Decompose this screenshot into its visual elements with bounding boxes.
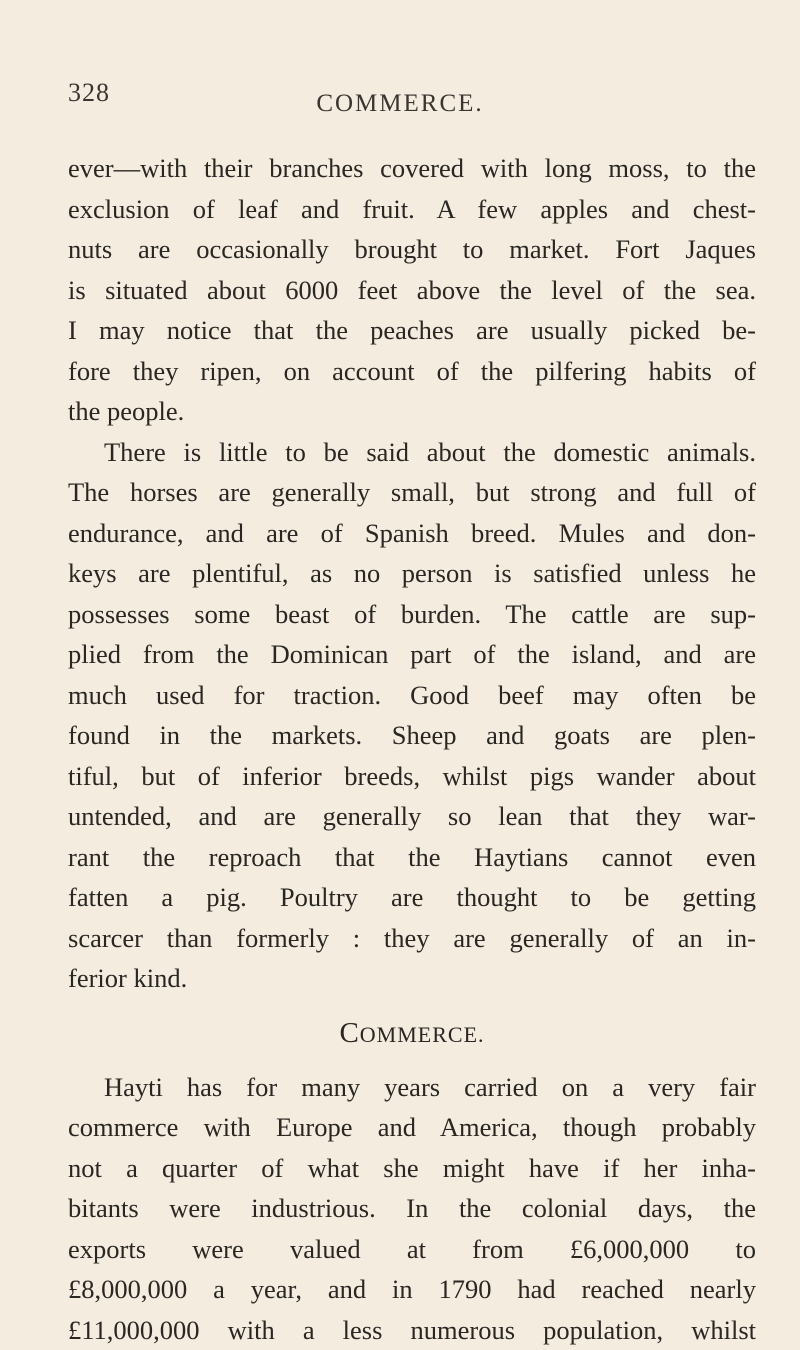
text-line: fore they ripen, on account of the pilfering habits of: [68, 351, 756, 392]
text-line: I may notice that the peaches are usually picked be-: [68, 310, 756, 351]
text-line: £8,000,000 a year, and in 1790 had reached nearly: [68, 1269, 756, 1310]
text-line: endurance, and are of Spanish breed. Mules and don-: [68, 513, 756, 554]
text-line: There is little to be said about the domestic animals.: [68, 432, 756, 473]
text-line: not a quarter of what she might have if her inha-: [68, 1148, 756, 1189]
text-line: found in the markets. Sheep and goats are plen-: [68, 715, 756, 756]
text-line: nuts are occasionally brought to market. Fort Jaques: [68, 229, 756, 270]
text-line: plied from the Dominican part of the island, and are: [68, 634, 756, 675]
text-line: exports were valued at from £6,000,000 to: [68, 1229, 756, 1270]
text-line: ferior kind.: [68, 958, 756, 999]
text-line: much used for traction. Good beef may often be: [68, 675, 756, 716]
text-line: tiful, but of inferior breeds, whilst pigs wander about: [68, 756, 756, 797]
running-head: COMMERCE.: [0, 90, 800, 118]
text-line: scarcer than formerly : they are generally of an in-: [68, 918, 756, 959]
section-heading-rest: OMMERCE.: [360, 1022, 485, 1047]
text-line: £11,000,000 with a less numerous population, whilst: [68, 1310, 756, 1350]
text-line: commerce with Europe and America, though probably: [68, 1107, 756, 1148]
text-line: fatten a pig. Poultry are thought to be getting: [68, 877, 756, 918]
body-text: [68, 148, 756, 1350]
text-line: The horses are generally small, but strong and full of: [68, 472, 756, 513]
section-heading-initial: C: [339, 1017, 359, 1049]
text-line: exclusion of leaf and fruit. A few apples and chest-: [68, 189, 756, 230]
text-line: untended, and are generally so lean that they war-: [68, 796, 756, 837]
text-line: the people.: [68, 391, 756, 432]
text-line: keys are plentiful, as no person is satisfied unless he: [68, 553, 756, 594]
text-line: Hayti has for many years carried on a very fair: [68, 1067, 756, 1108]
text-line: is situated about 6000 feet above the level of the sea.: [68, 270, 756, 311]
page-number: 328: [68, 78, 110, 108]
text-line: possesses some beast of burden. The cattle are sup-: [68, 594, 756, 635]
paragraph-3: [68, 1067, 756, 1350]
paragraph-2: [68, 432, 756, 999]
text-line: rant the reproach that the Haytians cannot even: [68, 837, 756, 878]
text-line: ever—with their branches covered with long moss, to the: [68, 148, 756, 189]
paragraph-1: [68, 148, 756, 432]
section-heading: [68, 999, 756, 1067]
text-line: bitants were industrious. In the colonial days, the: [68, 1188, 756, 1229]
